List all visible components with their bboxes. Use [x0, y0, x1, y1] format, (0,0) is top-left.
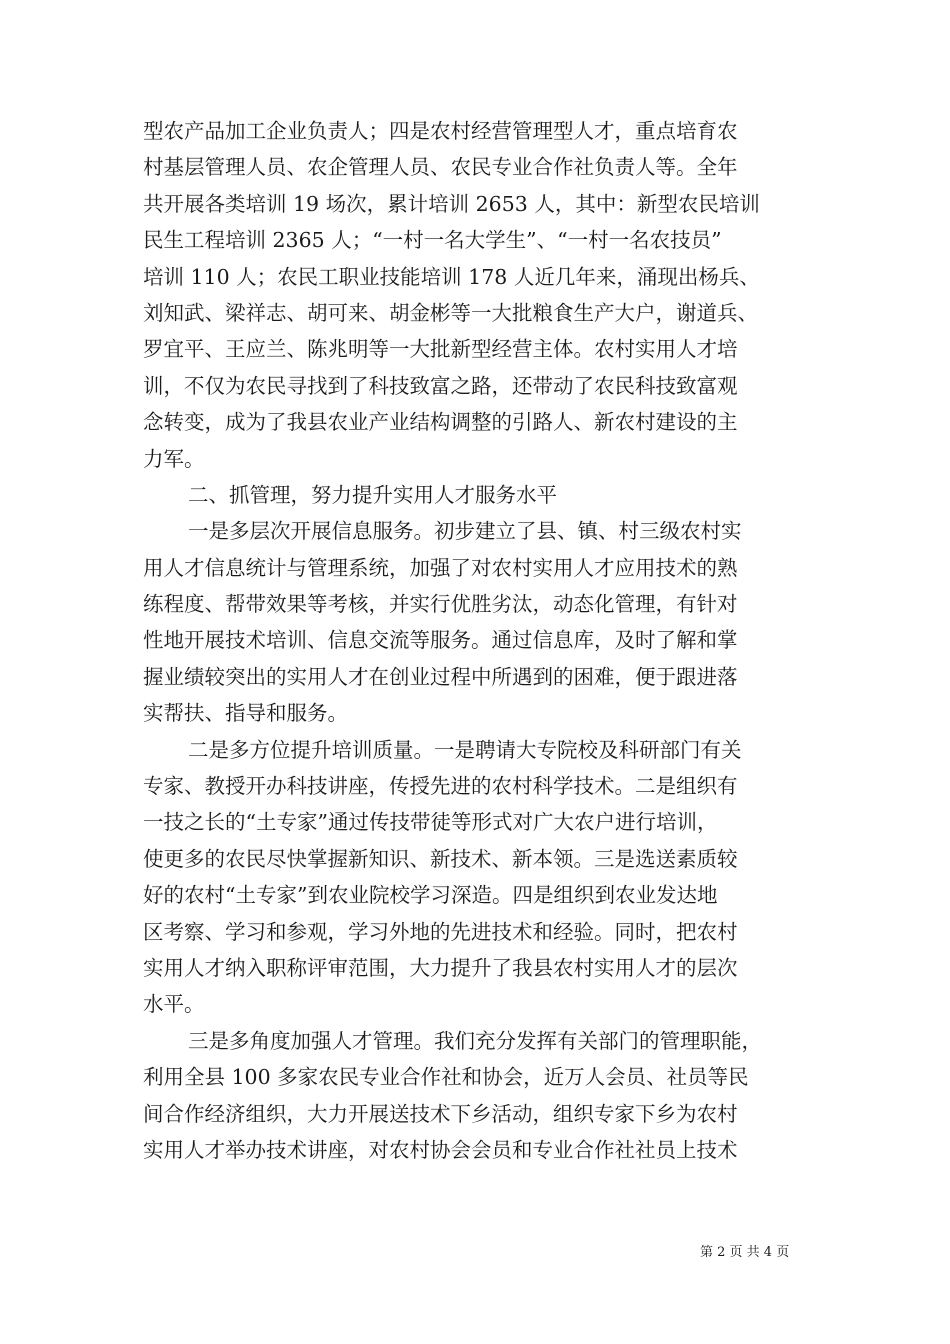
text-line: 三是多角度加强人才管理。我们充分发挥有关部门的管理职能，: [188, 1028, 762, 1053]
text-line: 二、抓管理，努力提升实用人才服务水平: [188, 482, 557, 507]
text-line: 念转变，成为了我县农业产业结构调整的引路人、新农村建设的主: [143, 410, 738, 435]
text-line: 专家、教授开办科技讲座，传授先进的农村科学技术。二是组织有: [143, 774, 738, 799]
text-line: 使更多的农民尽快掌握新知识、新技术、新本领。三是选送素质较: [143, 846, 738, 871]
text-line: 村基层管理人员、农企管理人员、农民专业合作社负责人等。全年: [143, 155, 738, 180]
text-line: 性地开展技术培训、信息交流等服务。通过信息库，及时了解和掌: [143, 628, 738, 653]
text-line: 刘知武、梁祥志、胡可来、胡金彬等一大批粮食生产大户，谢道兵、: [143, 300, 758, 325]
text-line: 水平。: [143, 992, 205, 1017]
text-line: 一技之长的“土专家”通过传技带徒等形式对广大农户进行培训，: [143, 810, 718, 835]
text-line: 握业绩较突出的实用人才在创业过程中所遇到的困难，便于跟进落: [143, 664, 738, 689]
text-line: 一是多层次开展信息服务。初步建立了县、镇、村三级农村实: [188, 519, 742, 544]
text-line: 间合作经济组织，大力开展送技术下乡活动，组织专家下乡为农村: [143, 1101, 738, 1126]
page-number-footer: 第 2 页 共 4 页: [700, 1245, 790, 1260]
text-line: 利用全县 100 多家农民专业合作社和协会，近万人会员、社员等民: [143, 1065, 749, 1090]
text-line: 好的农村“土专家”到农业院校学习深造。四是组织到农业发达地: [143, 883, 718, 908]
text-line: 力军。: [143, 446, 205, 471]
text-line: 用人才信息统计与管理系统，加强了对农村实用人才应用技术的熟: [143, 555, 738, 580]
text-line: 练程度、帮带效果等考核，并实行优胜劣汰，动态化管理，有针对: [143, 592, 738, 617]
text-line: 区考察、学习和参观，学习外地的先进技术和经验。同时，把农村: [143, 919, 738, 944]
text-line: 培训 110 人；农民工职业技能培训 178 人近几年来，涌现出杨兵、: [143, 264, 760, 289]
text-line: 二是多方位提升培训质量。一是聘请大专院校及科研部门有关: [188, 737, 742, 762]
text-line: 民生工程培训 2365 人；“一村一名大学生”、“一村一名农技员”: [143, 228, 722, 253]
text-line: 实用人才纳入职称评审范围，大力提升了我县农村实用人才的层次: [143, 955, 738, 980]
text-line: 实帮扶、指导和服务。: [143, 701, 348, 726]
text-line: 型农产品加工企业负责人；四是农村经营管理型人才，重点培育农: [143, 119, 738, 143]
document-body: [143, 113, 813, 1168]
text-line: 罗宜平、王应兰、陈兆明等一大批新型经营主体。农村实用人才培: [143, 337, 738, 362]
text-line: 训，不仅为农民寻找到了科技致富之路，还带动了农民科技致富观: [143, 373, 738, 398]
text-line: 实用人才举办技术讲座，对农村协会会员和专业合作社社员上技术: [143, 1137, 738, 1162]
text-line: 共开展各类培训 19 场次，累计培训 2653 人，其中：新型农民培训: [143, 191, 760, 216]
